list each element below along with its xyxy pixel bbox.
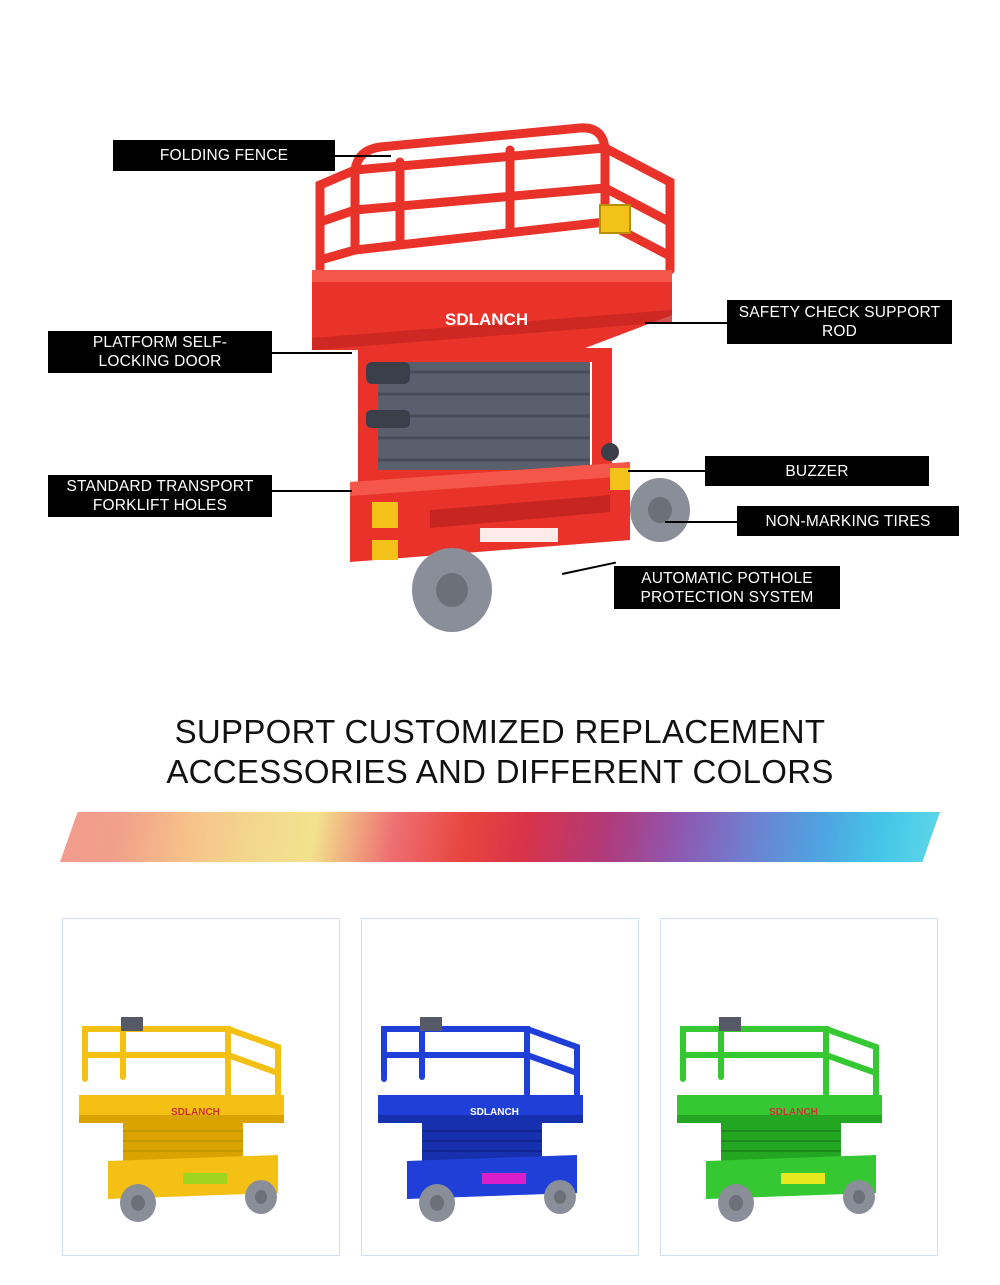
leader-safety-rod bbox=[645, 322, 727, 324]
callout-platform-door bbox=[48, 331, 272, 373]
callout-label: NON-MARKING TIRES bbox=[765, 512, 931, 530]
headline-line-2: ACCESSORIES AND DIFFERENT COLORS bbox=[166, 753, 834, 790]
leader-tires bbox=[665, 521, 737, 523]
callout-label: BUZZER bbox=[785, 462, 849, 480]
blue-lift-illustration bbox=[362, 1007, 640, 1237]
leader-platform-door bbox=[272, 352, 352, 354]
color-variant-gallery bbox=[62, 918, 938, 1258]
callout-folding-fence bbox=[113, 140, 335, 171]
yellow-lift-illustration bbox=[63, 1007, 341, 1237]
leader-buzzer bbox=[628, 470, 705, 472]
headline-line-1: SUPPORT CUSTOMIZED REPLACEMENT bbox=[174, 713, 826, 750]
scissor-lift-illustration bbox=[280, 110, 710, 640]
callout-forklift-holes bbox=[48, 475, 272, 517]
callout-tires bbox=[737, 506, 959, 536]
callout-pothole bbox=[614, 566, 840, 609]
callout-safety-rod bbox=[727, 300, 952, 344]
callout-label: FOLDING FENCE bbox=[159, 147, 289, 164]
variant-brand-text: SDLANCH bbox=[470, 1107, 519, 1118]
variant-brand-text: SDLANCH bbox=[769, 1107, 818, 1118]
variant-card-blue[interactable] bbox=[361, 918, 639, 1256]
callout-label: PLATFORM SELF-LOCKING DOOR bbox=[92, 334, 228, 370]
variant-card-yellow[interactable] bbox=[62, 918, 340, 1256]
callout-label: STANDARD TRANSPORT FORKLIFT HOLES bbox=[66, 478, 254, 514]
callout-buzzer bbox=[705, 456, 929, 486]
callout-label: AUTOMATIC POTHOLE PROTECTION SYSTEM bbox=[640, 569, 814, 606]
callout-label: SAFETY CHECK SUPPORT ROD bbox=[738, 304, 941, 340]
variant-card-green[interactable] bbox=[660, 918, 938, 1256]
page-title bbox=[0, 712, 1000, 792]
green-lift-illustration bbox=[661, 1007, 939, 1237]
variant-brand-text: SDLANCH bbox=[171, 1107, 220, 1118]
color-gradient-bar bbox=[60, 812, 940, 867]
leader-folding-fence bbox=[335, 155, 391, 157]
gradient-swatch bbox=[60, 812, 940, 862]
deck-brand-text: SDLANCH bbox=[445, 310, 529, 329]
leader-forklift-holes bbox=[272, 490, 352, 492]
